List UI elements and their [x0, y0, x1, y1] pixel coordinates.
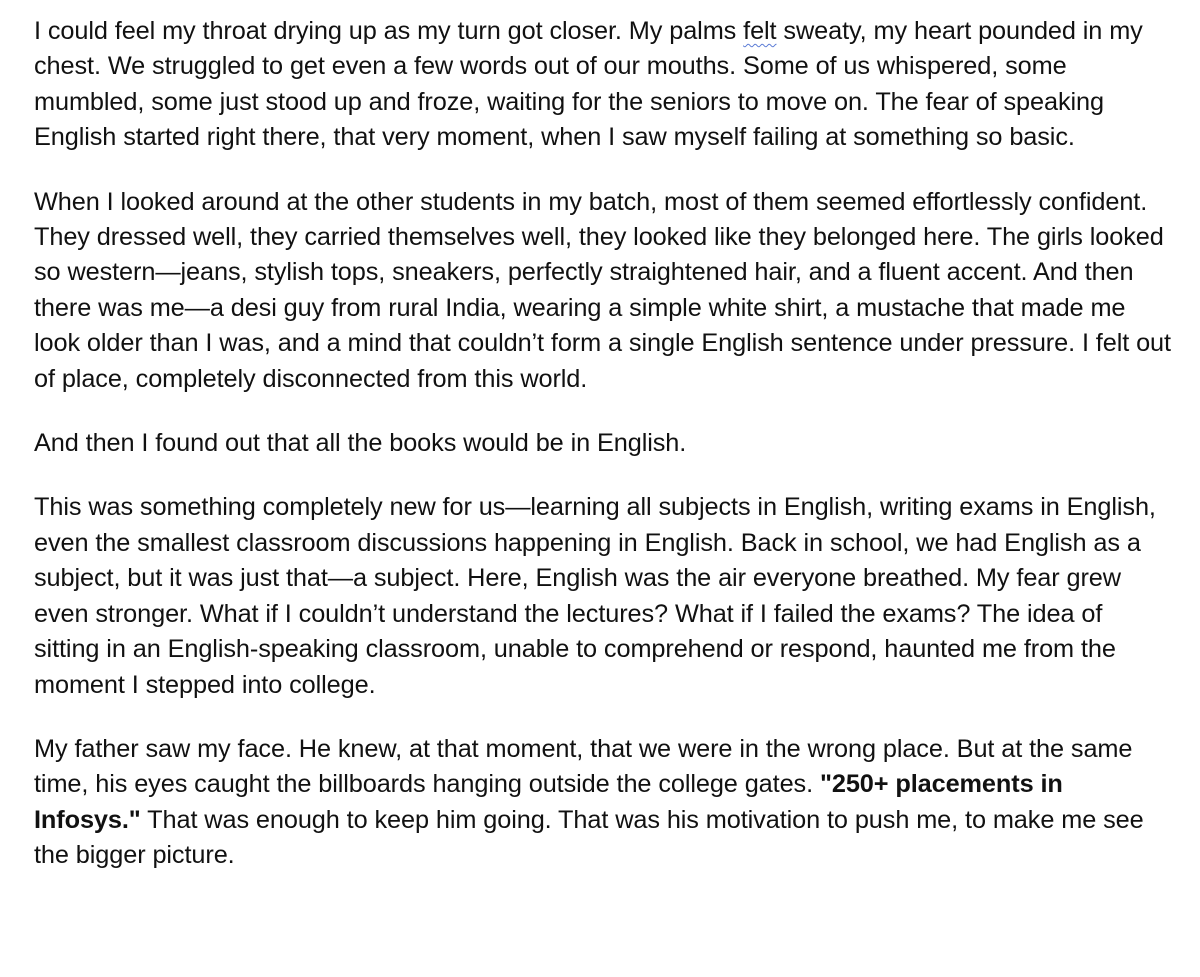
paragraph-text: This was something completely new for us—learning all subjects in English, writing exams in English, even the smallest classroom discussions happening in English. Back in school, we had English as a subject, but it was just that—a subject. Here, English was the air everyone breathed. My fear grew even stronger. What if I couldn’t understand the lectures? What if I failed the exams? The idea of sitting in an English-speaking classroom, unable to comprehend or respond, haunted me from the moment I stepped into college. — [34, 493, 1156, 699]
paragraph-father-saw-face — [34, 732, 1174, 874]
paragraph-text: sweaty, my heart pounded in my chest. We struggled to get even a few words out of our mouths. Some of us whispered, some mumbled, some just stood up and froze, waiting for the seniors to move on. The fear of speaking English started right there, that very moment, when I saw myself failing at something so basic. — [34, 17, 1143, 152]
paragraph-text: I could feel my throat drying up as my turn got closer. My palms — [34, 17, 744, 45]
paragraph-new-for-us — [34, 490, 1174, 702]
paragraph-throat-drying — [34, 14, 1174, 156]
paragraph-other-students — [34, 185, 1174, 397]
paragraph-books-in-english — [34, 426, 1174, 461]
document-body — [34, 14, 1174, 874]
spellcheck-flagged-word[interactable]: felt — [743, 17, 777, 45]
bold-placements-quote: "250+ placements in Infosys." — [34, 770, 1063, 834]
paragraph-text: And then I found out that all the books would be in English. — [34, 429, 687, 458]
paragraph-text: My father saw my face. He knew, at that moment, that we were in the wrong place. But at the same time, his eyes caught the billboards hanging outside the college gates. — [34, 734, 1133, 799]
paragraph-text: When I looked around at the other students in my batch, most of them seemed effortlessly confident. They dressed well, they carried themselves well, they looked like they belonged here. The girls looked so western—jeans, stylish tops, sneakers, perfectly straightened hair, and a fluent accent. And then there was me—a desi guy from rural India, wearing a simple white shirt, a mustache that made me look older than I was, and a mind that couldn’t form a single English sentence under pressure. I felt out of place, completely disconnected from this world. — [34, 187, 1171, 393]
paragraph-text: That was enough to keep him going. That was his motivation to push me, to make me see the bigger picture. — [34, 805, 1144, 870]
